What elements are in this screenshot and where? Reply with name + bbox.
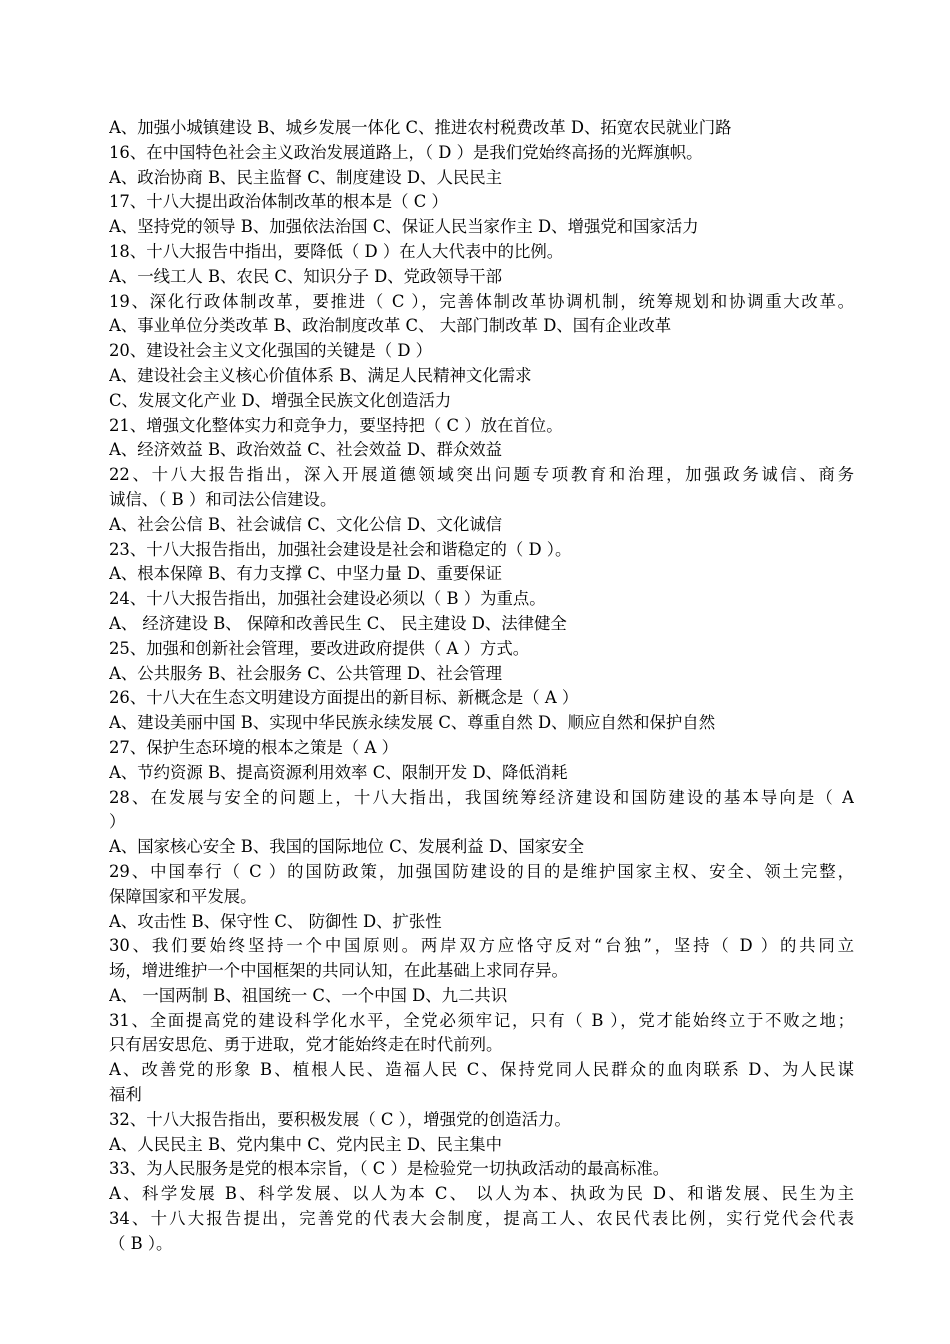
text-line: 24、十八大报告指出，加强社会建设必须以（ B ）为重点。	[109, 589, 546, 609]
text-line: 31、全面提高党的建设科学化水平，全党必须牢记，只有（ B ），党才能始终立于不败之地；	[109, 1010, 854, 1030]
text-line: A、攻击性 B、保守性 C、 防御性 D、扩张性	[109, 911, 442, 931]
text-line: A、事业单位分类改革 B、政治制度改革 C、 大部门制改革 D、国有企业改革	[109, 316, 672, 336]
text-line: 19、深化行政体制改革，要推进（ C ），完善体制改革协调机制，统筹规划和协调重大改革。	[109, 291, 854, 311]
text-line: A、加强小城镇建设 B、城乡发展一体化 C、推进农村税费改革 D、拓宽农民就业门路	[109, 118, 732, 137]
text-line: A、政治协商 B、民主监督 C、制度建设 D、人民民主	[109, 167, 503, 187]
text-line: 21、增强文化整体实力和竞争力，要坚持把（ C ）放在首位。	[109, 415, 563, 435]
text-line: 32、十八大报告指出，要积极发展（ C ），增强党的创造活力。	[109, 1109, 571, 1129]
text-line: A、改善党的形象 B、植根人民、造福人民 C、保持党同人民群众的血肉联系 D、为人民谋	[109, 1060, 854, 1080]
text-line: A、公共服务 B、社会服务 C、公共管理 D、社会管理	[109, 663, 503, 683]
document-page	[109, 116, 854, 1257]
text-line: 28、在发展与安全的问题上，十八大指出，我国统筹经济建设和国防建设的基本导向是（ A	[109, 787, 854, 807]
text-line: A、建设社会主义核心价值体系 B、满足人民精神文化需求	[109, 365, 532, 385]
text-line: A、 一国两制 B、祖国统一 C、一个中国 D、九二共识	[109, 985, 508, 1005]
text-line: 诚信、（ B ）和司法公信建设。	[109, 489, 337, 509]
text-line: A、经济效益 B、政治效益 C、社会效益 D、群众效益	[109, 440, 503, 460]
text-line: 33、为人民服务是党的根本宗旨，（ C ）是检验党一切执政活动的最高标准。	[109, 1159, 670, 1179]
text-line: A、根本保障 B、有力支撑 C、中坚力量 D、重要保证	[109, 564, 503, 584]
text-line: 26、十八大在生态文明建设方面提出的新目标、新概念是（ A ）	[109, 688, 579, 708]
text-line: A、坚持党的领导 B、加强依法治国 C、保证人民当家作主 D、增强党和国家活力	[109, 217, 699, 237]
text-line: 30、我们要始终坚持一个中国原则。两岸双方应恪守反对“台独”，坚持（ D ）的共同立	[109, 936, 854, 956]
text-line: 18、十八大报告中指出，要降低（ D ）在人大代表中的比例。	[109, 241, 564, 261]
text-line: ）	[109, 812, 126, 832]
text-line: 17、十八大提出政治体制改革的根本是（ C ）	[109, 192, 448, 212]
text-line: 保障国家和平发展。	[109, 886, 257, 906]
text-line: 27、保护生态环境的根本之策是（ A ）	[109, 737, 398, 757]
text-line: 只有居安思危、勇于进取，党才能始终走在时代前列。	[109, 1035, 503, 1055]
text-line: A、国家核心安全 B、我国的国际地位 C、发展利益 D、国家安全	[109, 837, 584, 857]
text-line: A、节约资源 B、提高资源利用效率 C、限制开发 D、降低消耗	[109, 762, 568, 782]
text-line: 34、十八大报告提出，完善党的代表大会制度，提高工人、农民代表比例，实行党代会代表	[109, 1209, 854, 1229]
text-line: A、社会公信 B、社会诚信 C、文化公信 D、文化诚信	[109, 514, 503, 534]
text-line: 23、十八大报告指出，加强社会建设是社会和谐稳定的（ D ）。	[109, 539, 572, 559]
text-line: A、 经济建设 B、 保障和改善民生 C、 民主建设 D、法律健全	[109, 613, 567, 633]
text-line: （ B ）。	[109, 1233, 173, 1253]
text-line: 20、建设社会主义文化强国的关键是（ D ）	[109, 341, 433, 361]
text-line: A、人民民主 B、党内集中 C、党内民主 D、民主集中	[109, 1134, 503, 1154]
text-line: 29、中国奉行（ C ）的国防政策，加强国防建设的目的是维护国家主权、安全、领土完整，	[109, 861, 854, 881]
text-line: 福利	[109, 1085, 142, 1105]
text-line: 场，增进维护一个中国框架的共同认知，在此基础上求同存异。	[109, 961, 568, 981]
text-line: A、科学发展 B、科学发展、以人为本 C、 以人为本、执政为民 D、和谐发展、民生为主	[109, 1184, 854, 1204]
text-line: A、建设美丽中国 B、实现中华民族永续发展 C、尊重自然 D、顺应自然和保护自然	[109, 713, 716, 733]
text-line: 22、十八大报告指出，深入开展道德领域突出问题专项教育和治理，加强政务诚信、商务	[109, 465, 854, 485]
text-line: 16、在中国特色社会主义政治发展道路上，（ D ）是我们党始终高扬的光辉旗帜。	[109, 142, 703, 162]
text-line: C、发展文化产业 D、增强全民族文化创造活力	[109, 390, 452, 410]
text-line: A、一线工人 B、农民 C、知识分子 D、党政领导干部	[109, 266, 503, 286]
text-line: 25、加强和创新社会管理，要改进政府提供（ A ）方式。	[109, 638, 530, 658]
